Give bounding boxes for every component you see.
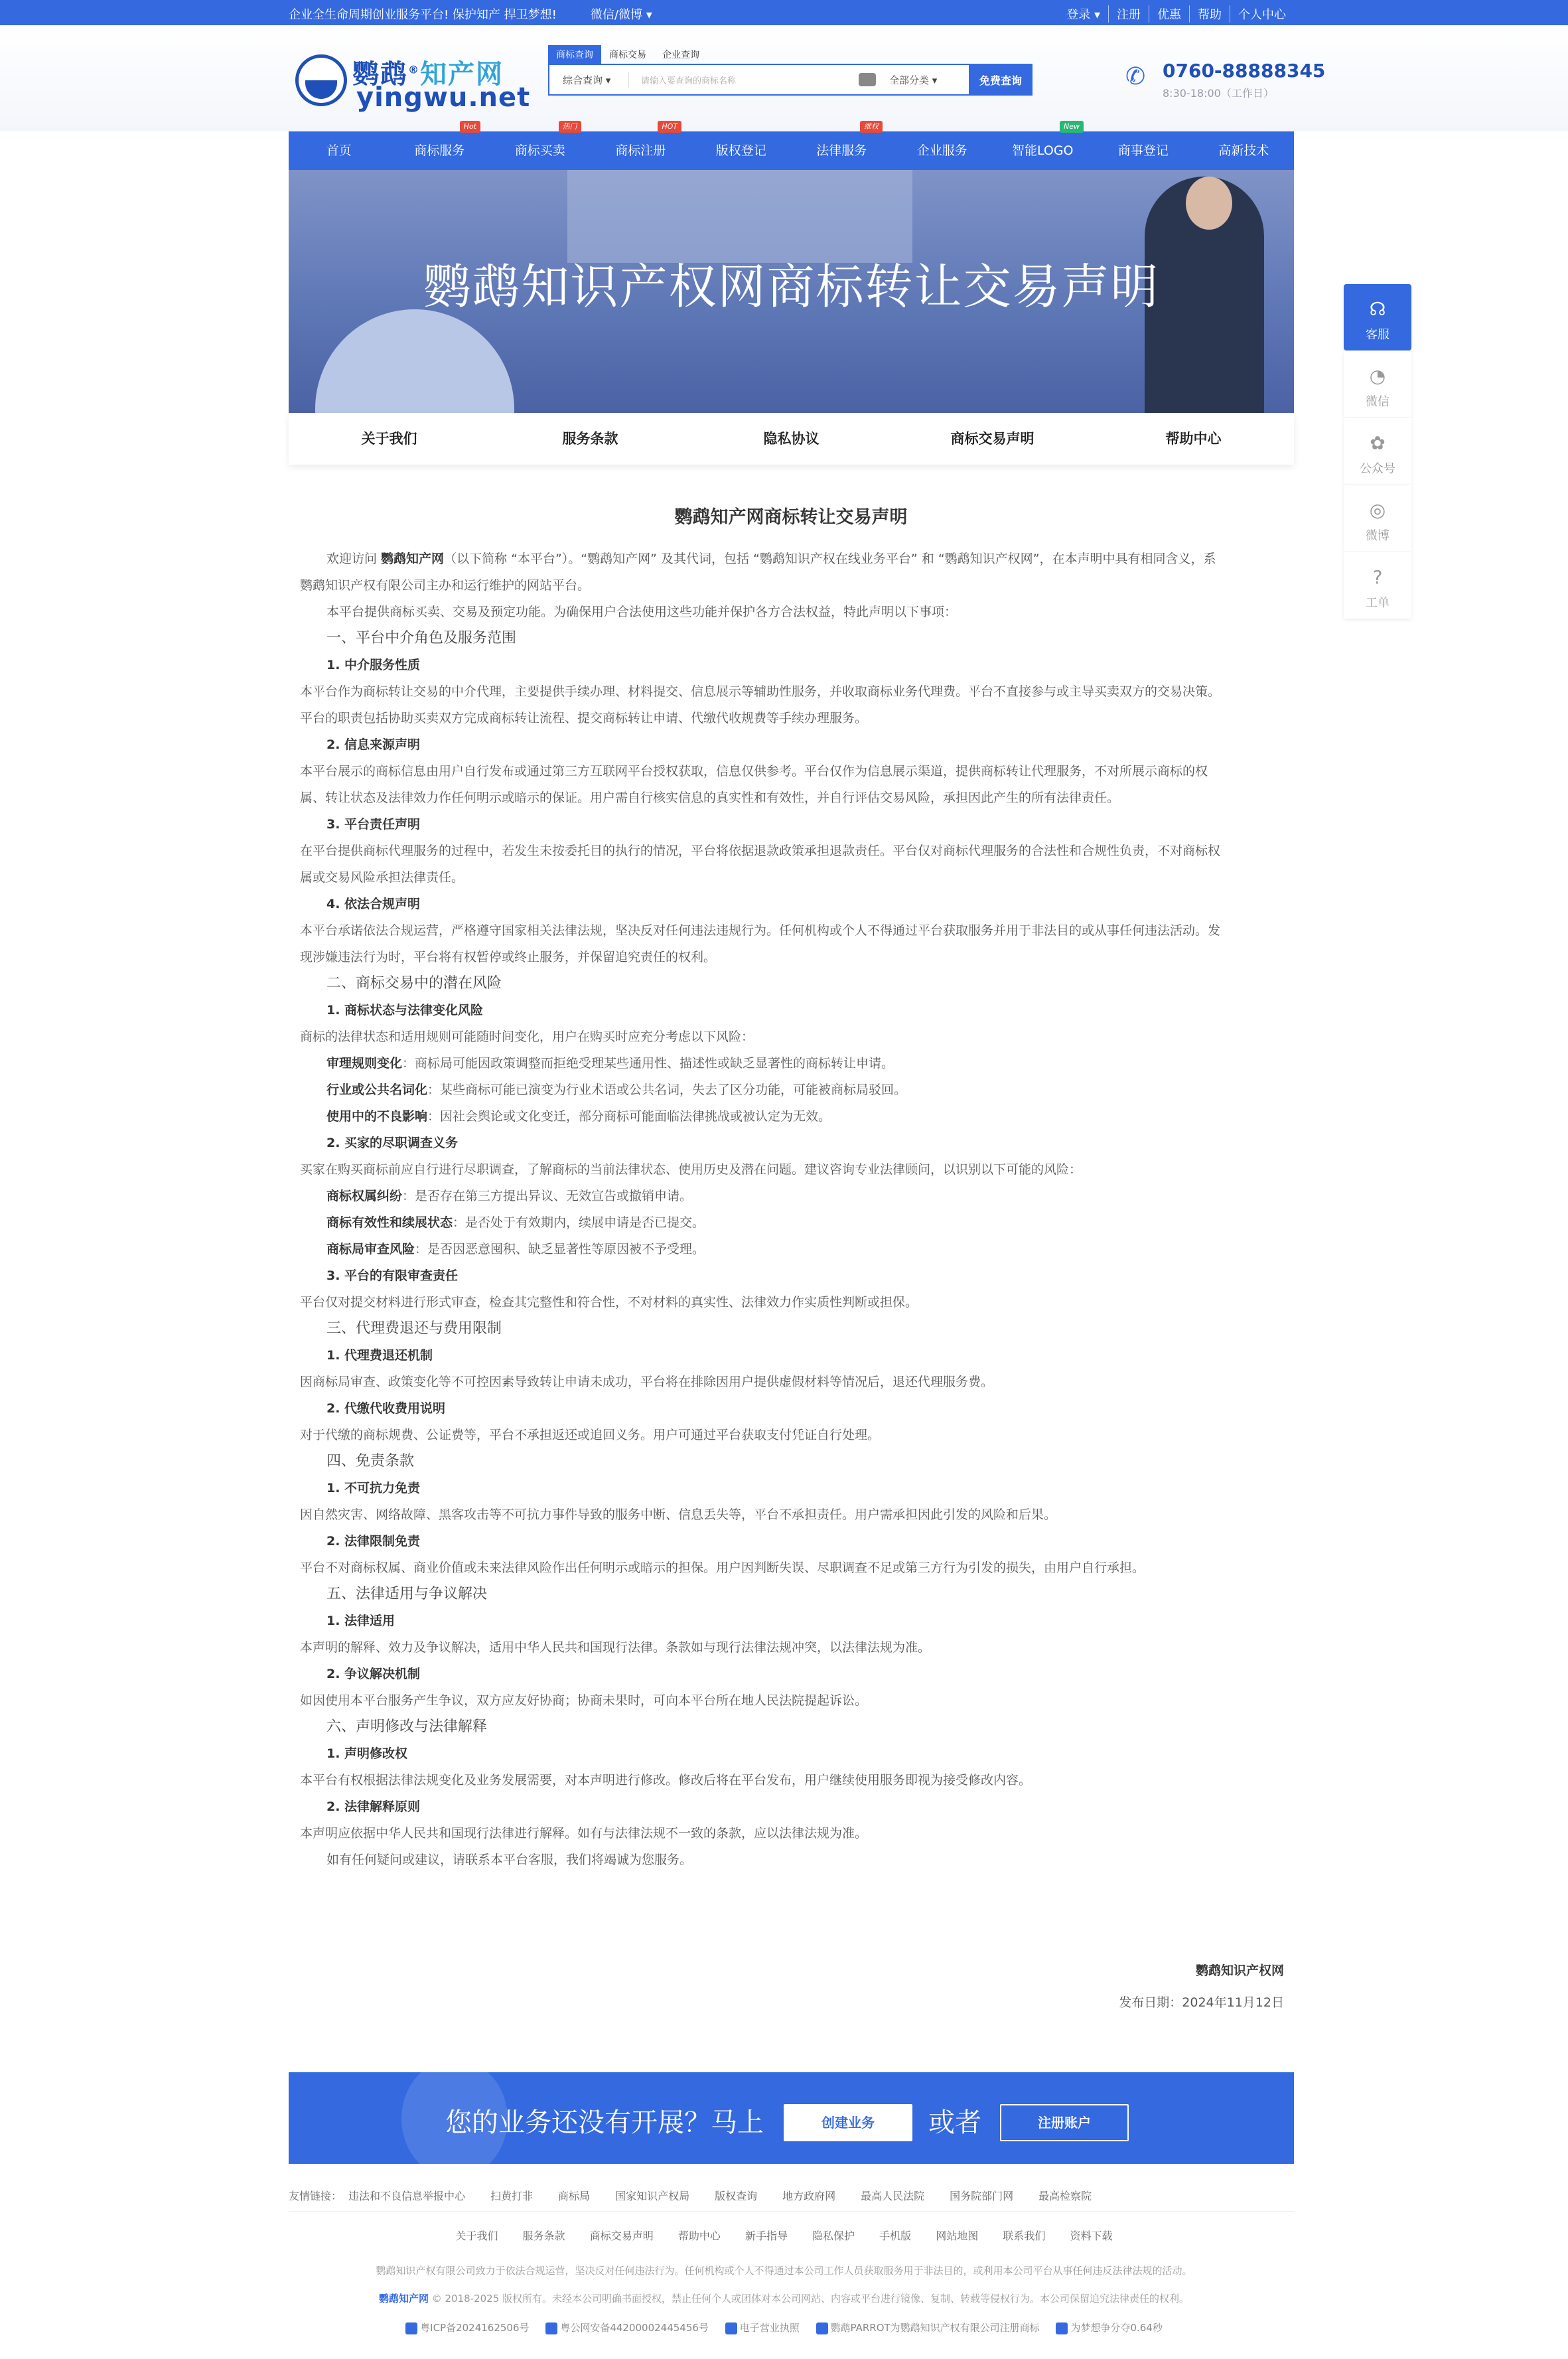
footer-link[interactable]: 资料下载 xyxy=(1070,2230,1113,2242)
paragraph: 因商标局审查、政策变化等不可控因素导致转让申请未成功，平台将在排除因用户提供虚假材料等情况后，退还代理服务费。 xyxy=(300,1375,994,1389)
copyright-text: © 2018-2025 版权所有。未经本公司明确书面授权，禁止任何个人或团体对本公司网站、内容或平台进行镜像、复制、转载等侵权行为。本公司保留追究法律责任的权利。 xyxy=(428,2293,1190,2305)
subnav-terms[interactable]: 服务条款 xyxy=(562,431,618,447)
bullet-text: ：是否因恶意囤积、缺乏显著性等原因被不予受理。 xyxy=(415,1242,705,1256)
friend-links-label: 友情链接： xyxy=(289,2190,342,2202)
friend-link[interactable]: 地方政府网 xyxy=(782,2190,836,2202)
register-account-button[interactable]: 注册账户 xyxy=(1000,2104,1129,2141)
bullet xyxy=(300,1183,1282,1209)
paragraph: 本平台承诺依法合规运营，严格遵守国家相关法律法规，坚决反对任何违法违规行为。任何机构或个人不得通过平台获取服务并用于非法目的或从事任何违法活动。发 xyxy=(300,923,1221,938)
section-heading: 三、代理费退还与费用限制 xyxy=(326,1320,502,1337)
bullet-key: 商标局审查风险 xyxy=(326,1242,415,1256)
search-box xyxy=(548,64,1033,96)
search-widget xyxy=(548,45,1033,87)
new-badge: New xyxy=(1060,121,1084,133)
nav-trademark-trade[interactable] xyxy=(490,122,591,170)
paragraph: 属或交易风险承担法律责任。 xyxy=(300,870,464,885)
bullet xyxy=(300,1236,1282,1262)
friend-link[interactable]: 最高人民法院 xyxy=(861,2190,925,2202)
section-heading: 五、法律适用与争议解决 xyxy=(326,1586,488,1602)
footer-link[interactable]: 新手指导 xyxy=(745,2230,788,2242)
subsection-heading: 1. 声明修改权 xyxy=(326,1746,408,1761)
nav-high-tech[interactable] xyxy=(1194,131,1295,170)
subsection-heading: 2. 法律限制免责 xyxy=(326,1534,421,1549)
publish-date: 发布日期：2024年11月12日 xyxy=(1119,1995,1284,2010)
rocket-icon xyxy=(1056,2322,1068,2334)
section-heading: 六、声明修改与法律解释 xyxy=(326,1718,488,1735)
nav-smart-logo[interactable] xyxy=(993,122,1094,170)
subsection-heading: 1. 不可抗力免责 xyxy=(326,1481,421,1495)
nav-label: 企业服务 xyxy=(916,143,967,158)
phone-icon: ✆ xyxy=(1125,63,1146,90)
paragraph: 对于代缴的商标规费、公证费等，平台不承担返还或追回义务。用户可通过平台获取支付凭证自行处理。 xyxy=(300,1428,881,1442)
icp-text: 粤ICP备2024162506号 xyxy=(420,2322,530,2334)
create-business-button[interactable]: 创建业务 xyxy=(784,2104,912,2141)
badge-icon xyxy=(405,2322,417,2334)
registered-icon xyxy=(816,2322,828,2334)
user-center-link[interactable]: 个人中心 xyxy=(1230,5,1294,23)
official-account-icon: ✿ xyxy=(1370,432,1386,454)
nav-business-registration[interactable] xyxy=(1093,131,1194,170)
bullet-text: ：商标局可能因政策调整而拒绝受理某些通用性、描述性或缺乏显著性的商标转让申请。 xyxy=(402,1056,894,1071)
main-nav xyxy=(289,122,1294,170)
footer-link[interactable]: 网站地图 xyxy=(936,2230,979,2242)
police-record[interactable] xyxy=(545,2322,709,2334)
social-dropdown[interactable]: 微信/微博 ▾ xyxy=(591,8,652,22)
cta-or: 或者 xyxy=(928,2107,981,2138)
section-heading: 二、商标交易中的潜在风险 xyxy=(326,975,502,992)
subsection-heading: 2. 法律解释原则 xyxy=(326,1799,421,1814)
bullet-text: ：是否处于有效期内，续展申请是否已提交。 xyxy=(453,1215,705,1230)
paragraph: 本声明应依据中华人民共和国现行法律进行解释。如有与法律法规不一致的条款，应以法律法规为准。 xyxy=(300,1826,868,1841)
bullet-key: 行业或公共名词化 xyxy=(326,1083,428,1097)
bullet xyxy=(300,1077,1282,1103)
tab-trademark-query[interactable]: 商标查询 xyxy=(548,45,601,64)
top-bar xyxy=(0,0,1568,25)
paragraph: 鹦鹉知识产权有限公司主办和运行维护的网站平台。 xyxy=(300,578,591,593)
hot-badge: 热门 xyxy=(559,121,581,133)
signer: 鹦鹉知识产权网 xyxy=(1195,1963,1284,1978)
tab-company-query[interactable]: 企业查询 xyxy=(662,50,699,60)
wechat-icon: ◔ xyxy=(1369,365,1386,387)
tab-trademark-trade[interactable]: 商标交易 xyxy=(609,50,646,60)
nav-home[interactable] xyxy=(289,131,390,170)
footer-link[interactable]: 商标交易声明 xyxy=(589,2230,654,2242)
paragraph: 本平台展示的商标信息由用户自行发布或通过第三方互联网平台授权获取，信息仅供参考。平台仅作为信息展示渠道，提供商标转让代理服务，不对所展示商标的权 xyxy=(300,764,1208,779)
side-float-bar xyxy=(1344,284,1411,619)
logo-cn: 鹦鹉 xyxy=(352,59,408,90)
compliance-notice: 鹦鹉知识产权有限公司致力于依法合规运营，坚决反对任何违法行为。任何机构或个人不得通过本公司工作人员获取服务用于非法目的，或利用本公司平台从事任何违反法律法规的活动。 xyxy=(376,2265,1192,2277)
nav-label: 法律服务 xyxy=(816,143,867,158)
text: （以下简称 “本平台”）。“鹦鹉知产网” 及其代词，包括 “鹦鹉知识产权在线业务平台” 和 “鹦鹉知识产权网”，在本声明中具有相同含义，系 xyxy=(444,552,1216,566)
hot-badge: HOT xyxy=(658,121,681,133)
subsection-heading: 3. 平台责任声明 xyxy=(326,817,421,832)
signature-block xyxy=(289,1955,1284,2018)
footer-link[interactable]: 帮助中心 xyxy=(677,2230,721,2242)
login-link[interactable]: 登录 ▾ xyxy=(1066,8,1100,22)
friend-links xyxy=(289,2184,1294,2212)
article-title: 鹦鹉知产网商标转让交易声明 xyxy=(674,507,908,528)
trademark-text: 鹦鹉PARROT为鹦鹉知识产权有限公司注册商标 xyxy=(830,2322,1040,2334)
side-label: 客服 xyxy=(1366,328,1390,342)
subsection-heading: 1. 代理费退还机制 xyxy=(326,1348,433,1363)
friend-link[interactable]: 版权查询 xyxy=(715,2190,758,2202)
weibo-icon: ◎ xyxy=(1369,499,1386,521)
paragraph: 在平台提供商标代理服务的过程中，若发生未按委托目的执行的情况，平台将依据退款政策承担退款责任。平台仅对商标代理服务的合法性和合规性负责，不对商标权 xyxy=(300,844,1221,858)
text: 欢迎访问 xyxy=(326,552,382,566)
nav-label: 版权登记 xyxy=(715,143,766,158)
icp-record[interactable] xyxy=(405,2322,529,2334)
subsection-heading: 3. 平台的有限审查责任 xyxy=(326,1268,459,1283)
logo-reg: ® xyxy=(408,63,420,76)
hot-badge: Hot xyxy=(460,121,480,133)
side-weibo[interactable] xyxy=(1344,485,1411,552)
footer-nav xyxy=(0,2228,1568,2243)
bullet-text: ：因社会舆论或文化变迁，部分商标可能面临法律挑战或被认定为无效。 xyxy=(427,1109,831,1124)
slogan: 企业全生命周期创业服务平台! 保护知产 捍卫梦想! xyxy=(289,8,557,22)
license-icon xyxy=(725,2322,737,2334)
paragraph: 本声明的解释、效力及争议解决，适用中华人民共和国现行法律。条款如与现行法律法规冲突，以法律法规为准。 xyxy=(300,1640,931,1655)
section-heading: 四、免责条款 xyxy=(326,1453,415,1470)
nav-label: 商标买卖 xyxy=(514,143,565,158)
work-hours: 8:30-18:00（工作日） xyxy=(1163,87,1274,100)
footer-link[interactable]: 服务条款 xyxy=(522,2230,565,2242)
side-label: 工单 xyxy=(1366,596,1390,610)
site-logo[interactable] xyxy=(295,48,531,114)
search-tabs xyxy=(548,45,1033,64)
bullet-key: 审理规则变化 xyxy=(326,1056,403,1071)
trademark-notice xyxy=(816,2322,1040,2334)
hero-banner xyxy=(289,170,1294,413)
logo-en: yingwu.net xyxy=(356,82,531,113)
speed-text: 为梦想争分夺0.64秒 xyxy=(1070,2322,1163,2334)
paragraph: 现涉嫌违法行为时，平台将有权暂停或终止服务，并保留追究责任的权利。 xyxy=(300,950,717,964)
nav-trademark-register[interactable] xyxy=(591,122,691,170)
paragraph: 平台仅对提交材料进行形式审查，检查其完整性和符合性，不对材料的真实性、法律效力作实质性判断或担保。 xyxy=(300,1295,918,1310)
paragraph: 因自然灾害、网络故障、黑客攻击等不可抗力事件导致的服务中断、信息丢失等，平台不承担责任。用户需承担因此引发的风险和后果。 xyxy=(300,1507,1057,1522)
nav-copyright[interactable] xyxy=(691,131,792,170)
bullet-text: ：某些商标可能已演变为行业术语或公共名词，失去了区分功能，可能被商标局驳回。 xyxy=(427,1083,907,1097)
nav-label: 高新技术 xyxy=(1218,143,1269,158)
subnav-privacy[interactable]: 隐私协议 xyxy=(763,431,820,447)
section-heading: 一、平台中介角色及服务范围 xyxy=(326,630,517,647)
paragraph: 本平台有权根据法律法规变化及业务发展需要，对本声明进行修改。修改后将在平台发布，用户继续使用服务即视为接受修改内容。 xyxy=(300,1773,1032,1788)
register-link[interactable]: 注册 xyxy=(1108,5,1149,23)
bullet-key: 使用中的不良影响 xyxy=(326,1109,428,1124)
police-text: 粤公网安备44200002445456号 xyxy=(560,2322,709,2334)
category-select[interactable]: 全部分类 ▾ xyxy=(889,74,938,86)
license-text: 电子营业执照 xyxy=(739,2322,800,2334)
headset-icon: ☊ xyxy=(1369,298,1386,320)
subsection-heading: 2. 信息来源声明 xyxy=(326,737,421,752)
paragraph: 属、转让状态及法律效力作任何明示或暗示的保证。用户需自行核实信息的真实性和有效性，并自行评估交易风险，承担因此产生的所有法律责任。 xyxy=(300,791,1120,805)
subsection-heading: 2. 代缴代收费用说明 xyxy=(326,1401,446,1416)
logo-cn2: 知产网 xyxy=(420,59,504,90)
bullet-key: 商标有效性和续展状态 xyxy=(326,1215,453,1230)
friend-link[interactable]: 国家知识产权局 xyxy=(615,2190,690,2202)
subsection-heading: 1. 商标状态与法律变化风险 xyxy=(326,1003,484,1018)
rights-badge: 维权 xyxy=(860,121,883,133)
search-button[interactable]: 免费查询 xyxy=(969,64,1033,96)
friend-link[interactable]: 最高检察院 xyxy=(1038,2190,1092,2202)
query-type-select[interactable]: 综合查询 ▾ xyxy=(549,73,629,87)
sub-nav xyxy=(289,413,1294,465)
paragraph: 本平台提供商标买卖、交易及预定功能。为确保用户合法使用这些功能并保护各方合法权益，特此声明以下事项： xyxy=(326,605,958,619)
nav-legal[interactable] xyxy=(792,122,892,170)
article xyxy=(300,504,1282,1873)
nav-label: 首页 xyxy=(326,143,352,158)
nav-label: 商标服务 xyxy=(414,143,465,158)
subsection-heading: 1. 法律适用 xyxy=(326,1614,395,1628)
paragraph: 平台的职责包括协助买卖双方完成商标转让流程、提交商标转让申请、代缴代收规费等手续办理服务。 xyxy=(300,711,868,725)
paragraph: 买家在购买商标前应自行进行尽职调查，了解商标的当前法律状态、使用历史及潜在问题。建议咨询专业法律顾问，以识别以下可能的风险： xyxy=(300,1162,1082,1177)
intro-paragraph xyxy=(300,546,1282,572)
speed-note xyxy=(1056,2322,1162,2334)
friend-link[interactable]: 国务院部门网 xyxy=(950,2190,1014,2202)
footer-link[interactable]: 关于我们 xyxy=(455,2230,498,2242)
ticket-icon: ? xyxy=(1372,566,1383,588)
subsection-heading: 1. 中介服务性质 xyxy=(326,658,421,672)
nav-trademark-service[interactable] xyxy=(390,122,490,170)
bullet xyxy=(300,1209,1282,1236)
side-customer-service[interactable] xyxy=(1344,284,1411,350)
help-link[interactable]: 帮助 xyxy=(1189,5,1230,23)
side-label: 微信 xyxy=(1366,395,1390,409)
nav-label: 智能LOGO xyxy=(1011,143,1074,158)
search-input[interactable]: 请输入要查询的商标名称 xyxy=(641,76,737,86)
header xyxy=(0,25,1568,131)
side-wechat[interactable] xyxy=(1344,351,1411,418)
bullet-key: 商标权属纠纷 xyxy=(326,1189,403,1203)
subsection-heading: 2. 争议解决机制 xyxy=(326,1667,421,1681)
banner-photo-person xyxy=(315,309,514,413)
footer-link[interactable]: 手机版 xyxy=(879,2230,912,2242)
copyright xyxy=(0,2291,1568,2305)
friend-link[interactable]: 商标局 xyxy=(558,2190,591,2202)
bullet xyxy=(300,1050,1282,1077)
cta-text: 您的业务还没有开展？马上 xyxy=(445,2107,764,2138)
paragraph: 如因使用本平台服务产生争议，双方应友好协商；协商未果时，可向本平台所在地人民法院提起诉讼。 xyxy=(300,1693,868,1708)
phone-number: 0760-88888345 xyxy=(1163,60,1326,82)
nav-enterprise[interactable] xyxy=(892,131,993,170)
discount-link[interactable]: 优惠 xyxy=(1149,5,1189,23)
paragraph: 如有任何疑问或建议，请联系本平台客服，我们将竭诚为您服务。 xyxy=(326,1853,693,1867)
paragraph: 商标的法律状态和适用规则可能随时间变化，用户在购买时应充分考虑以下风险： xyxy=(300,1029,754,1044)
nav-label: 商事登记 xyxy=(1117,143,1169,158)
shield-icon xyxy=(545,2322,557,2334)
banner-photo-person xyxy=(1186,177,1232,230)
camera-icon[interactable] xyxy=(859,73,876,86)
icp-bar xyxy=(0,2321,1568,2334)
parrot-logo-icon xyxy=(295,54,347,106)
friend-link[interactable]: 扫黄打非 xyxy=(490,2190,534,2202)
footer-link[interactable]: 隐私保护 xyxy=(812,2230,855,2242)
nav-label: 商标注册 xyxy=(615,143,666,158)
bullet-text: ：是否存在第三方提出异议、无效宣告或撤销申请。 xyxy=(402,1189,693,1203)
top-links xyxy=(1058,5,1294,23)
side-label: 公众号 xyxy=(1360,462,1395,476)
cta-banner xyxy=(289,2072,1294,2164)
paragraph: 本平台作为商标转让交易的中介代理，主要提供手续办理、材料提交、信息展示等辅助性服务，并收取商标业务代理费。平台不直接参与或主导买卖双方的交易决策。 xyxy=(300,684,1221,699)
friend-link[interactable]: 违法和不良信息举报中心 xyxy=(348,2190,466,2202)
footer-link[interactable]: 联系我们 xyxy=(1003,2230,1046,2242)
brand-name: 鹦鹉知产网 xyxy=(381,552,445,566)
banner-title: 鹦鹉知识产权网商标转让交易声明 xyxy=(423,259,1160,315)
subsection-heading: 2. 买家的尽职调查义务 xyxy=(326,1136,459,1150)
side-label: 微博 xyxy=(1366,529,1390,543)
bullet xyxy=(300,1103,1282,1130)
side-official-account[interactable] xyxy=(1344,418,1411,485)
subnav-help[interactable]: 帮助中心 xyxy=(1165,431,1222,447)
copyright-brand[interactable]: 鹦鹉知产网 xyxy=(378,2293,429,2305)
business-license[interactable] xyxy=(725,2322,800,2334)
paragraph: 平台不对商标权属、商业价值或未来法律风险作出任何明示或暗示的担保。用户因判断失误、尽职调查不足或第三方行为引发的损失，由用户自行承担。 xyxy=(300,1560,1145,1575)
subnav-about[interactable]: 关于我们 xyxy=(361,431,417,447)
side-ticket[interactable] xyxy=(1344,552,1411,619)
subnav-trade-statement[interactable]: 商标交易声明 xyxy=(950,431,1034,447)
subsection-heading: 4. 依法合规声明 xyxy=(326,897,421,911)
